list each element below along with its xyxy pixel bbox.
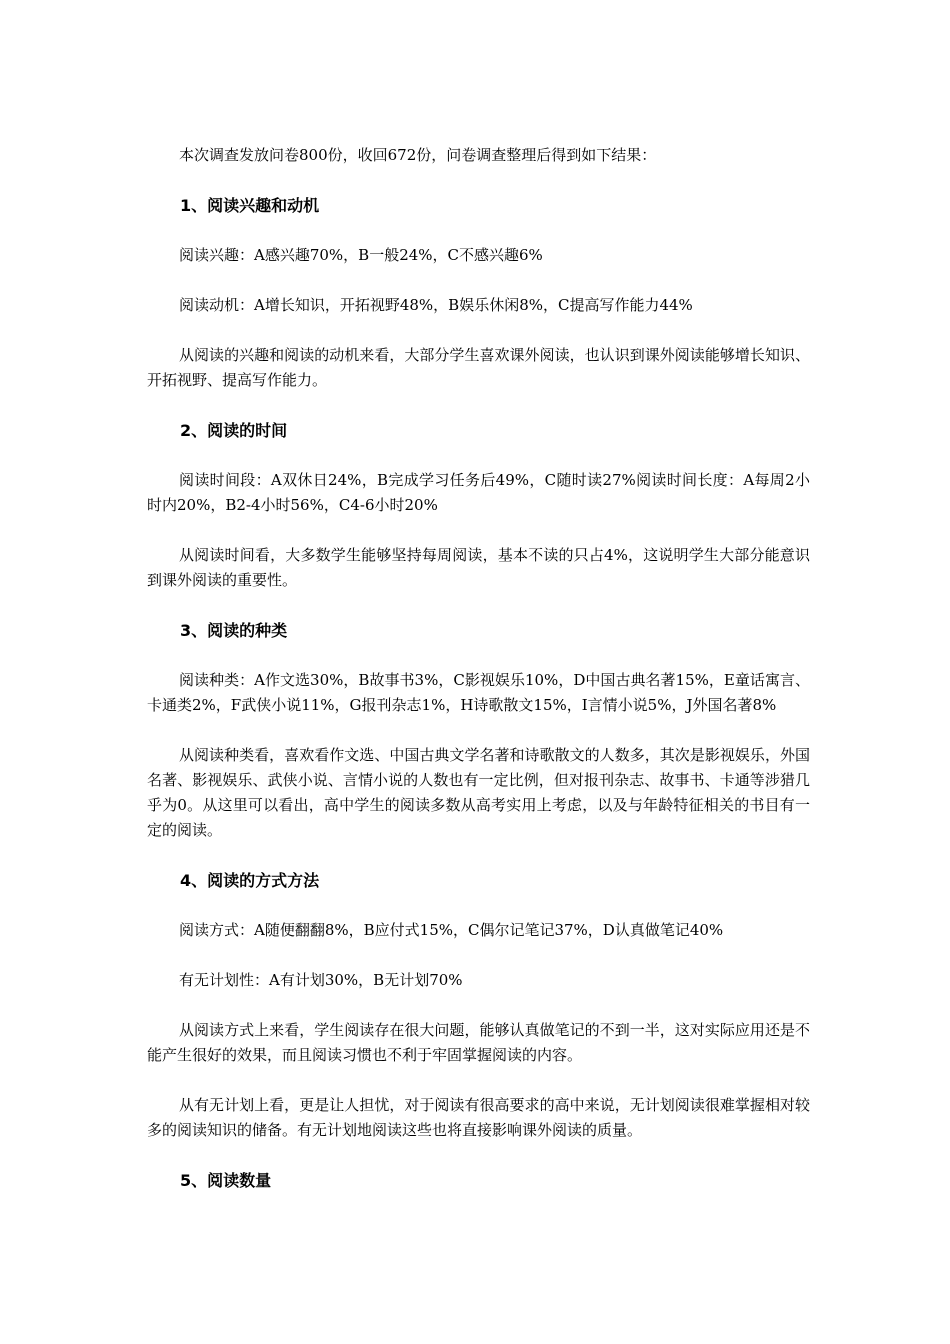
- reading-category-analysis: 从阅读种类看，喜欢看作文选、中国古典文学名著和诗歌散文的人数多，其次是影视娱乐，外国名著、影视娱乐、武侠小说、言情小说的人数也有一定比例，但对报刊杂志、故事书、卡通等涉猎几乎为0。从这里可以看出，高中学生的阅读多数从高考实用上考虑，以及与年龄特征相关的书目有一定的阅读。: [147, 746, 810, 839]
- section-heading-3: 3、阅读的种类: [180, 621, 288, 640]
- reading-motivation-stats: 阅读动机：A增长知识，开拓视野48%，B娱乐休闲8%，C提高写作能力44%: [179, 296, 693, 314]
- section-heading-4: 4、阅读的方式方法: [180, 871, 320, 890]
- section-heading-1: 1、阅读兴趣和动机: [180, 196, 320, 215]
- reading-method-stats: 阅读方式：A随便翻翻8%，B应付式15%，C偶尔记笔记37%，D认真做笔记40%: [179, 921, 724, 939]
- reading-plan-analysis: 从有无计划上看，更是让人担忧，对于阅读有很高要求的高中来说，无计划阅读很难掌握相对较多的阅读知识的储备。有无计划地阅读这些也将直接影响课外阅读的质量。: [147, 1096, 810, 1139]
- reading-category-stats: 阅读种类：A作文选30%，B故事书3%，C影视娱乐10%，D中国古典名著15%，E童话寓言、卡通类2%，F武侠小说11%，G报刊杂志1%，H诗歌散文15%，I言情小说5%，J外国名著8%: [147, 671, 810, 714]
- reading-time-stats: 阅读时间段：A双休日24%，B完成学习任务后49%，C随时读27%阅读时间长度：A每周2小时内20%，B2-4小时56%，C4-6小时20%: [147, 471, 810, 514]
- reading-plan-stats: 有无计划性：A有计划30%，B无计划70%: [179, 971, 463, 989]
- document-body: [147, 143, 810, 1193]
- reading-method-analysis: 从阅读方式上来看，学生阅读存在很大问题，能够认真做笔记的不到一半，这对实际应用还是不能产生很好的效果，而且阅读习惯也不利于牢固掌握阅读的内容。: [147, 1021, 810, 1064]
- reading-interest-stats: 阅读兴趣：A感兴趣70%，B一般24%，C不感兴趣6%: [179, 246, 543, 264]
- section-heading-5: 5、阅读数量: [180, 1171, 272, 1190]
- section-heading-2: 2、阅读的时间: [180, 421, 288, 440]
- reading-time-analysis: 从阅读时间看，大多数学生能够坚持每周阅读，基本不读的只占4%，这说明学生大部分能意识到课外阅读的重要性。: [147, 546, 810, 589]
- interest-motivation-analysis: 从阅读的兴趣和阅读的动机来看，大部分学生喜欢课外阅读，也认识到课外阅读能够增长知识、开拓视野、提高写作能力。: [147, 346, 810, 389]
- intro-paragraph: 本次调查发放问卷800份，收回672份，问卷调查整理后得到如下结果：: [179, 146, 657, 164]
